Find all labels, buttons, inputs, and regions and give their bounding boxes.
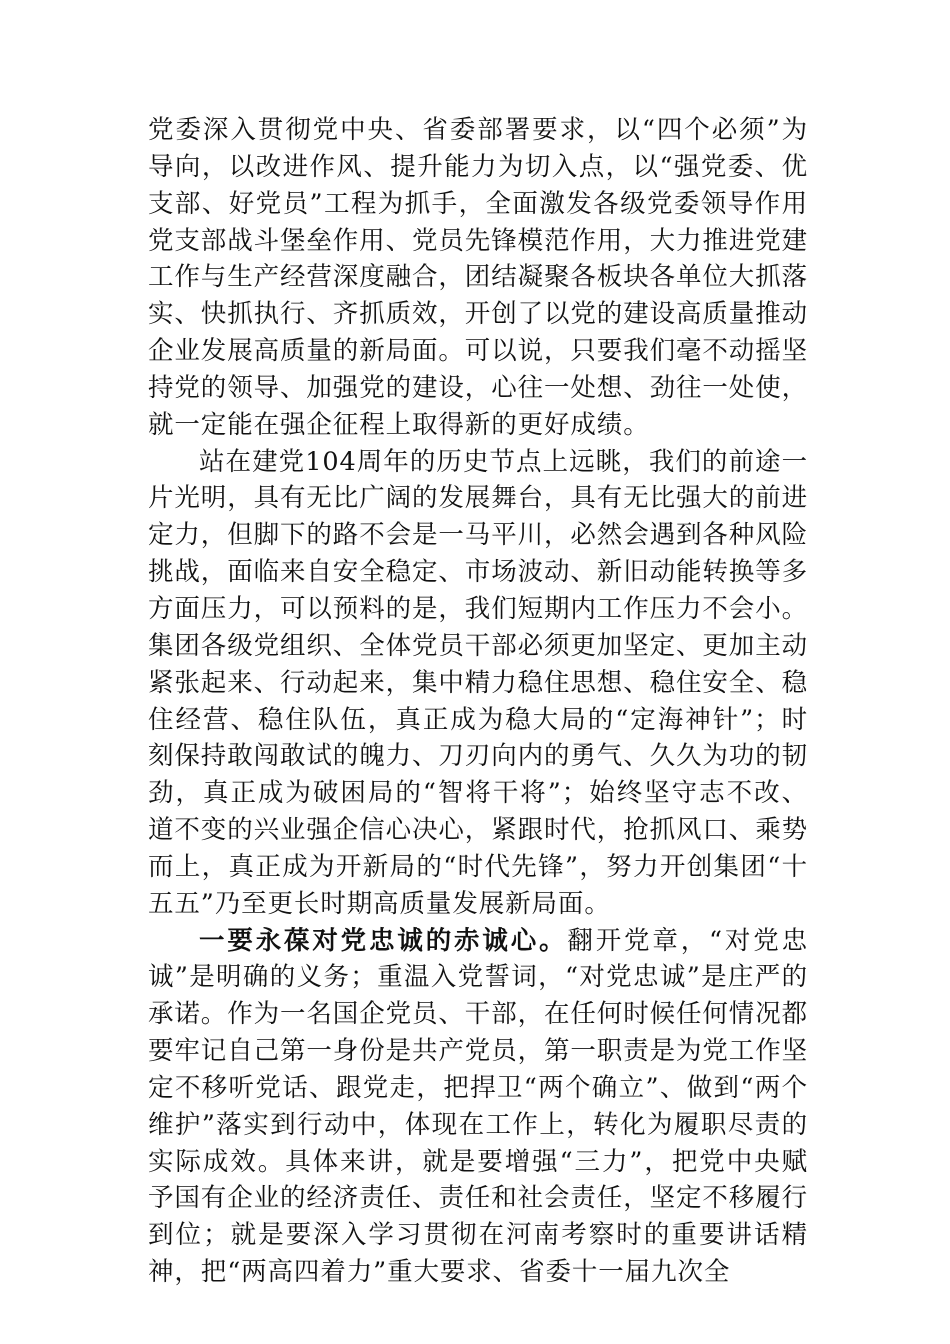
paragraph-3 (148, 923, 808, 1291)
paragraph-3-lead: 一要永葆对党忠诚的赤诚心。 (199, 925, 568, 956)
paragraph-2-text: 站在建党104周年的历史节点上远眺，我们的前途一片光明，具有无比广阔的发展舞台，具有无比强大的前进定力，但脚下的路不会是一马平川，必然会遇到各种风险挑战，面临来自安全稳定、市场波动、新旧动能转换等多方面压力，可以预料的是，我们短期内工作压力不会小。集团各级党组织、全体党员干部必须更加坚定、更加主动紧张起来、行动起来，集中精力稳住思想、稳住安全、稳住经营、稳住队伍，真正成为稳大局的“定海神针”；时刻保持敢闯敢试的魄力、刀刃向内的勇气、久久为功的韧劲，真正成为破困局的“智将干将”；始终坚守志不改、道不变的兴业强企信心决心，紧跟时代，抢抓风口、乘势而上，真正成为开新局的“时代先锋”，努力开创集团“十五五”乃至更长时期高质量发展新局面。 (148, 446, 809, 919)
paragraph-3-text: 翻开党章，“对党忠诚”是明确的义务；重温入党誓词，“对党忠诚”是庄严的承诺。作为一名国企党员、干部，在任何时候任何情况都要牢记自己第一身份是共产党员，第一职责是为党工作坚定不移听党话、跟党走，把捍卫“两个确立”、做到“两个维护”落实到行动中，体现在工作上，转化为履职尽责的实际成效。具体来讲，就是要增强“三力”，把党中央赋予国有企业的经济责任、责任和社会责任，坚定不移履行到位；就是要深入学习贯彻在河南考察时的重要讲话精神，把“两高四着力”重大要求、省委十一届九次全 (148, 925, 809, 1288)
paragraph-1 (148, 112, 808, 444)
paragraph-1-text: 党委深入贯彻党中央、省委部署要求，以“四个必须”为导向，以改进作风、提升能力为切入点，以“强党委、优支部、好党员”工程为抓手，全面激发各级党委领导作用党支部战斗堡垒作用、党员先锋模范作用，大力推进党建工作与生产经营深度融合，团结凝聚各板块各单位大抓落实、快抓执行、齐抓质效，开创了以党的建设高质量推动企业发展高质量的新局面。可以说，只要我们毫不动摇坚持党的领导、加强党的建设，心往一处想、劲往一处使，就一定能在强企征程上取得新的更好成绩。 (148, 115, 809, 440)
body-text (148, 112, 808, 1291)
paragraph-2 (148, 444, 808, 923)
